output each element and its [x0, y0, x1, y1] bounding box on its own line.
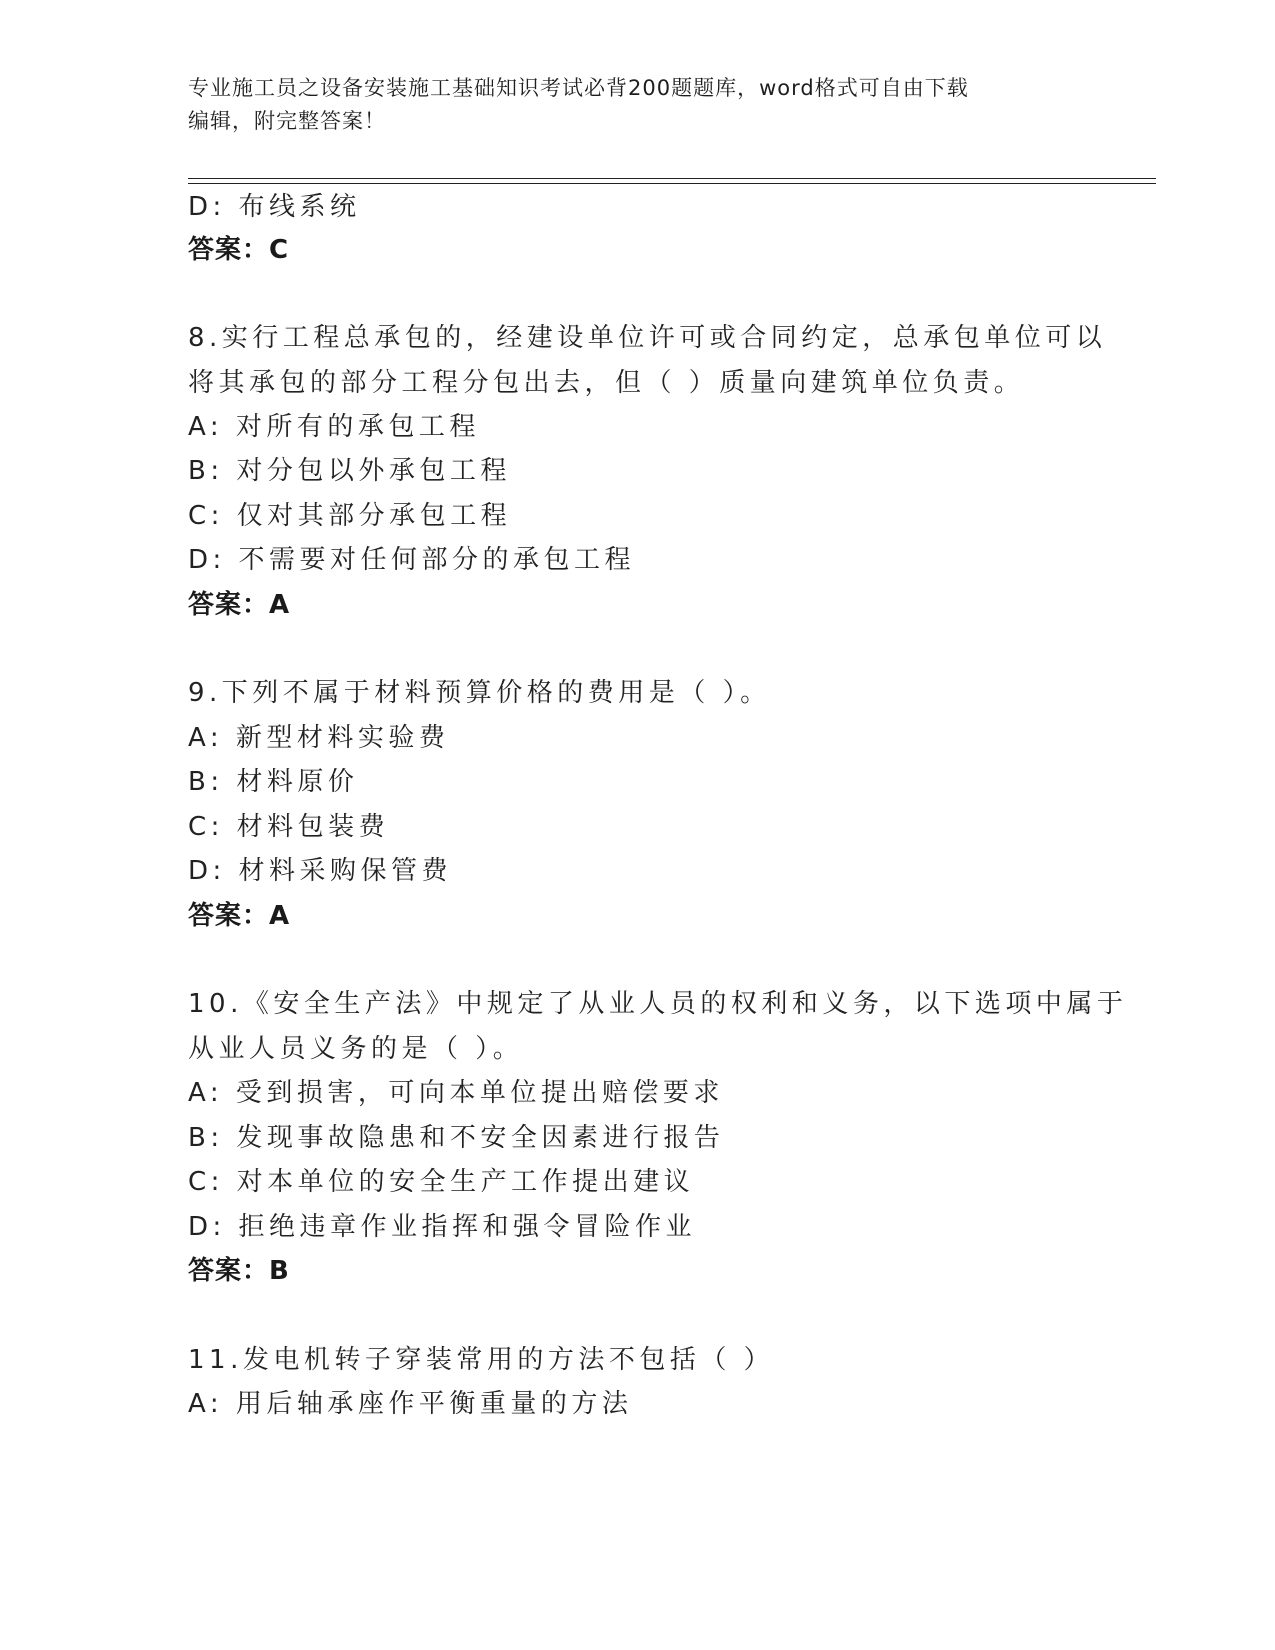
q10-stem-line-2: 从业人员义务的是（ ）。	[188, 1034, 524, 1064]
q8-option-c: C: 仅对其部分承包工程	[188, 501, 512, 531]
q9-option-b: B: 材料原价	[188, 767, 359, 797]
q8-option-a: A: 对所有的承包工程	[188, 412, 480, 442]
q10-answer: 答案：B	[188, 1256, 290, 1286]
q10-stem-line-1: 10.《安全生产法》中规定了从业人员的权利和义务，以下选项中属于	[188, 989, 1128, 1019]
q8-stem-line-1: 8.实行工程总承包的，经建设单位许可或合同约定，总承包单位可以	[188, 323, 1107, 353]
q11-option-a: A: 用后轴承座作平衡重量的方法	[188, 1389, 633, 1419]
header-divider-bottom	[188, 183, 1156, 184]
q10-option-a: A: 受到损害，可向本单位提出赔偿要求	[188, 1078, 724, 1108]
q9-answer: 答案：A	[188, 901, 291, 931]
q10-option-b: B: 发现事故隐患和不安全因素进行报告	[188, 1123, 725, 1153]
q11-stem-line-1: 11.发电机转子穿装常用的方法不包括（ ）	[188, 1345, 775, 1375]
prev-option-d: D: 布线系统	[188, 192, 361, 222]
header-line-2: 编辑，附完整答案！	[188, 109, 386, 133]
header-divider-top	[188, 178, 1156, 179]
q10-option-d: D: 拒绝违章作业指挥和强令冒险作业	[188, 1212, 697, 1242]
q8-option-b: B: 对分包以外承包工程	[188, 456, 511, 486]
q9-option-a: A: 新型材料实验费	[188, 723, 450, 753]
q9-option-c: C: 材料包装费	[188, 812, 390, 842]
q8-stem-line-2: 将其承包的部分工程分包出去，但（ ）质量向建筑单位负责。	[188, 368, 1025, 398]
prev-answer: 答案：C	[188, 235, 290, 265]
q8-answer: 答案：A	[188, 590, 291, 620]
q8-option-d: D: 不需要对任何部分的承包工程	[188, 545, 636, 575]
q10-option-c: C: 对本单位的安全生产工作提出建议	[188, 1167, 695, 1197]
document-header	[188, 72, 1088, 138]
header-line-1: 专业施工员之设备安装施工基础知识考试必背200题题库，word格式可自由下载	[188, 76, 969, 100]
q9-stem-line-1: 9.下列不属于材料预算价格的费用是（ ）。	[188, 678, 771, 708]
q9-option-d: D: 材料采购保管费	[188, 856, 453, 886]
